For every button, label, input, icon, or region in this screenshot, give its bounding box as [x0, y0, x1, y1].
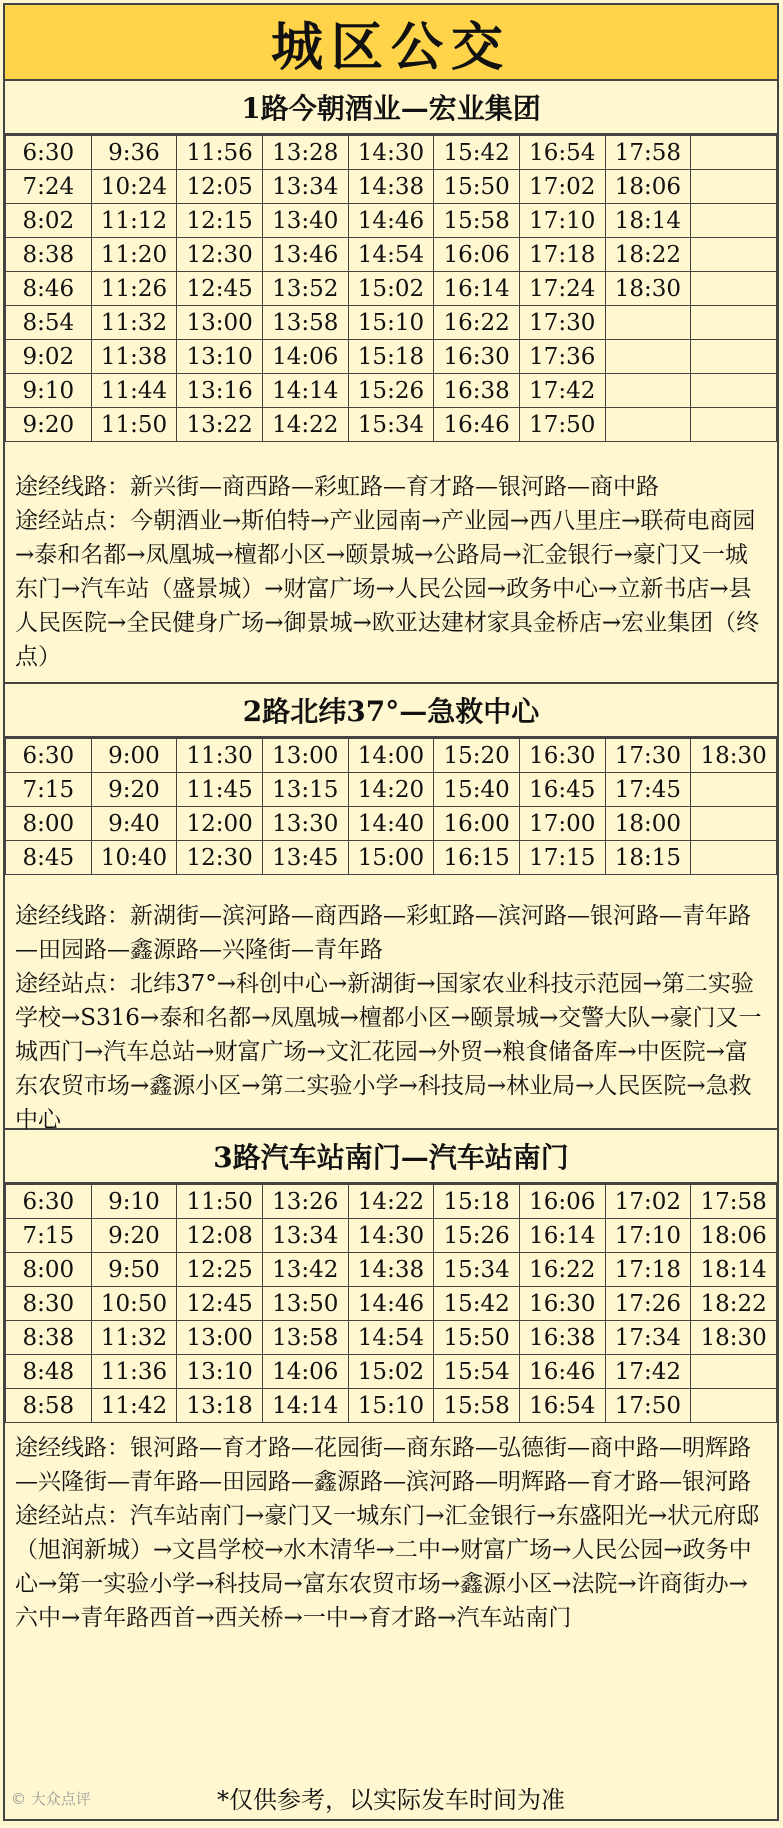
departure-time-cell: 8:58	[6, 1389, 92, 1423]
timetable-row	[6, 238, 777, 272]
departure-time-cell: 16:15	[434, 841, 520, 875]
departure-time-cell: 6:30	[6, 136, 92, 170]
departure-time-cell: 11:36	[91, 1355, 177, 1389]
route-3-stops: 途经站点：汽车站南门→豪门又一城东门→汇金银行→东盛阳光→状元府邸（旭润新城）→文昌学校→水木清华→二中→财富广场→人民公园→政务中心→第一实验小学→科技局→富东农贸市场→鑫源小区→法院→许商街办→六中→青年路西首→西关桥→一中→育才路→汽车站南门	[15, 1503, 760, 1631]
departure-time-cell: 17:10	[605, 1219, 691, 1253]
departure-time-cell: 17:50	[605, 1389, 691, 1423]
departure-time-cell: 18:30	[605, 272, 691, 306]
departure-time-cell: 13:22	[177, 408, 263, 442]
departure-time-cell: 16:06	[434, 238, 520, 272]
departure-time-cell: 11:30	[177, 739, 263, 773]
departure-time-cell: 15:40	[434, 773, 520, 807]
departure-time-cell: 11:50	[91, 408, 177, 442]
departure-time-cell	[691, 807, 777, 841]
route-3-info	[5, 1423, 777, 1643]
departure-time-cell: 13:52	[262, 272, 348, 306]
route-1-stops: 途经站点：今朝酒业→斯伯特→产业园南→产业园→西八里庄→联荷电商园→泰和名都→凤凰城→檀都小区→颐景城→公路局→汇金银行→豪门又一城东门→汽车站（盛景城）→财富广场→人民公园→政务中心→立新书店→县人民医院→全民健身广场→御景城→欧亚达建材家具金桥店→宏业集团（终点）	[15, 508, 760, 670]
route-1-title: 1路今朝酒业—宏业集团	[5, 81, 777, 135]
departure-time-cell: 14:22	[348, 1185, 434, 1219]
departure-time-cell: 11:56	[177, 136, 263, 170]
departure-time-cell: 16:22	[434, 306, 520, 340]
departure-time-cell: 16:45	[519, 773, 605, 807]
departure-time-cell: 18:06	[691, 1219, 777, 1253]
departure-time-cell: 11:42	[91, 1389, 177, 1423]
departure-time-cell: 16:30	[434, 340, 520, 374]
departure-time-cell	[691, 374, 777, 408]
departure-time-cell	[605, 340, 691, 374]
route-2-title: 2路北纬37°—急救中心	[5, 684, 777, 738]
departure-time-cell: 13:34	[262, 1219, 348, 1253]
page-header	[5, 5, 777, 81]
departure-time-cell: 8:48	[6, 1355, 92, 1389]
departure-time-cell: 14:46	[348, 204, 434, 238]
route-2-section	[5, 684, 777, 1133]
departure-time-cell: 16:06	[519, 1185, 605, 1219]
departure-time-cell: 15:10	[348, 1389, 434, 1423]
departure-time-cell: 8:00	[6, 1253, 92, 1287]
departure-time-cell: 13:45	[262, 841, 348, 875]
departure-time-cell: 18:22	[605, 238, 691, 272]
departure-time-cell: 11:12	[91, 204, 177, 238]
departure-time-cell	[691, 306, 777, 340]
departure-time-cell: 11:20	[91, 238, 177, 272]
departure-time-cell: 13:46	[262, 238, 348, 272]
departure-time-cell	[691, 841, 777, 875]
route-3-section	[5, 1130, 777, 1643]
departure-time-cell: 16:38	[519, 1321, 605, 1355]
departure-time-cell: 17:30	[519, 306, 605, 340]
departure-time-cell: 15:42	[434, 136, 520, 170]
departure-time-cell	[605, 306, 691, 340]
departure-time-cell: 14:40	[348, 807, 434, 841]
departure-time-cell: 13:15	[262, 773, 348, 807]
departure-time-cell: 14:30	[348, 136, 434, 170]
departure-time-cell	[691, 773, 777, 807]
departure-time-cell: 8:02	[6, 204, 92, 238]
departure-time-cell: 10:40	[91, 841, 177, 875]
departure-time-cell: 18:00	[605, 807, 691, 841]
departure-time-cell: 17:58	[605, 136, 691, 170]
departure-time-cell: 15:20	[434, 739, 520, 773]
route-2-stops: 途经站点：北纬37°→科创中心→新湖街→国家农业科技示范园→第二实验学校→S316→泰和名都→凤凰城→檀都小区→颐景城→交警大队→豪门又一城西门→汽车总站→财富广场→文汇花园→外贸→粮食储备库→中医院→富东农贸市场→鑫源小区→第二实验小学→科技局→林业局→人民医院→急救中心	[15, 971, 762, 1133]
departure-time-cell: 13:10	[177, 1355, 263, 1389]
departure-time-cell: 11:32	[91, 1321, 177, 1355]
departure-time-cell: 9:20	[91, 1219, 177, 1253]
departure-time-cell: 13:26	[262, 1185, 348, 1219]
timetable-row	[6, 374, 777, 408]
departure-time-cell	[691, 408, 777, 442]
timetable-row	[6, 1389, 777, 1423]
timetable-row	[6, 306, 777, 340]
timetable-row	[6, 340, 777, 374]
departure-time-cell: 9:20	[6, 408, 92, 442]
route-3-path: 途经线路：银河路—育才路—花园街—商东路—弘德街—商中路—明辉路—兴隆街—青年路—田园路—鑫源路—滨河路—明辉路—育才路—银河路	[15, 1435, 751, 1495]
departure-time-cell: 18:06	[605, 170, 691, 204]
departure-time-cell: 17:50	[519, 408, 605, 442]
departure-time-cell: 13:00	[177, 306, 263, 340]
departure-time-cell: 16:46	[434, 408, 520, 442]
timetable-row	[6, 807, 777, 841]
departure-time-cell: 17:18	[605, 1253, 691, 1287]
departure-time-cell: 16:38	[434, 374, 520, 408]
route-1-section	[5, 81, 777, 684]
departure-time-cell	[691, 204, 777, 238]
timetable-row	[6, 136, 777, 170]
departure-time-cell: 11:50	[177, 1185, 263, 1219]
departure-time-cell: 16:46	[519, 1355, 605, 1389]
departure-time-cell: 16:54	[519, 136, 605, 170]
timetable-row	[6, 841, 777, 875]
departure-time-cell	[691, 340, 777, 374]
departure-time-cell: 15:50	[434, 1321, 520, 1355]
departure-time-cell: 15:26	[348, 374, 434, 408]
departure-time-cell: 16:22	[519, 1253, 605, 1287]
departure-time-cell: 11:26	[91, 272, 177, 306]
departure-time-cell: 15:02	[348, 272, 434, 306]
departure-time-cell: 11:44	[91, 374, 177, 408]
departure-time-cell: 17:42	[519, 374, 605, 408]
departure-time-cell: 17:00	[519, 807, 605, 841]
footer-note: *仅供参考，以实际发车时间为准	[217, 1785, 565, 1814]
departure-time-cell: 9:00	[91, 739, 177, 773]
departure-time-cell: 9:10	[6, 374, 92, 408]
departure-time-cell: 7:15	[6, 1219, 92, 1253]
departure-time-cell: 14:06	[262, 1355, 348, 1389]
departure-time-cell: 17:15	[519, 841, 605, 875]
departure-time-cell: 12:45	[177, 1287, 263, 1321]
departure-time-cell	[691, 170, 777, 204]
departure-time-cell: 16:30	[519, 739, 605, 773]
departure-time-cell: 18:30	[691, 1321, 777, 1355]
departure-time-cell: 14:38	[348, 1253, 434, 1287]
departure-time-cell: 9:40	[91, 807, 177, 841]
departure-time-cell: 11:32	[91, 306, 177, 340]
departure-time-cell: 16:14	[519, 1219, 605, 1253]
departure-time-cell: 12:25	[177, 1253, 263, 1287]
departure-time-cell: 13:58	[262, 306, 348, 340]
departure-time-cell	[605, 374, 691, 408]
departure-time-cell: 9:36	[91, 136, 177, 170]
departure-time-cell: 10:24	[91, 170, 177, 204]
departure-time-cell: 17:18	[519, 238, 605, 272]
departure-time-cell: 12:30	[177, 841, 263, 875]
departure-time-cell: 15:18	[348, 340, 434, 374]
timetable-row	[6, 408, 777, 442]
departure-time-cell: 15:42	[434, 1287, 520, 1321]
route-3-title: 3路汽车站南门—汽车站南门	[5, 1130, 777, 1184]
departure-time-cell: 12:00	[177, 807, 263, 841]
departure-time-cell: 15:54	[434, 1355, 520, 1389]
departure-time-cell: 17:02	[519, 170, 605, 204]
departure-time-cell	[691, 1355, 777, 1389]
departure-time-cell: 17:58	[691, 1185, 777, 1219]
departure-time-cell: 8:45	[6, 841, 92, 875]
departure-time-cell: 14:30	[348, 1219, 434, 1253]
departure-time-cell: 18:30	[691, 739, 777, 773]
departure-time-cell: 13:00	[177, 1321, 263, 1355]
departure-time-cell: 17:24	[519, 272, 605, 306]
departure-time-cell	[691, 238, 777, 272]
timetable-row	[6, 1219, 777, 1253]
timetable-row	[6, 1287, 777, 1321]
timetable-row	[6, 739, 777, 773]
departure-time-cell: 14:54	[348, 1321, 434, 1355]
departure-time-cell: 16:14	[434, 272, 520, 306]
timetable-row	[6, 1253, 777, 1287]
timetable-row	[6, 272, 777, 306]
departure-time-cell: 15:26	[434, 1219, 520, 1253]
departure-time-cell: 8:38	[6, 238, 92, 272]
departure-time-cell: 12:15	[177, 204, 263, 238]
departure-time-cell: 16:54	[519, 1389, 605, 1423]
departure-time-cell: 18:14	[605, 204, 691, 238]
departure-time-cell: 8:54	[6, 306, 92, 340]
departure-time-cell: 14:54	[348, 238, 434, 272]
departure-time-cell: 12:08	[177, 1219, 263, 1253]
departure-time-cell: 15:10	[348, 306, 434, 340]
departure-time-cell: 14:14	[262, 374, 348, 408]
route-3-timetable	[5, 1184, 777, 1423]
timetable-row	[6, 1185, 777, 1219]
departure-time-cell: 17:26	[605, 1287, 691, 1321]
departure-time-cell: 15:18	[434, 1185, 520, 1219]
departure-time-cell: 6:30	[6, 739, 92, 773]
departure-time-cell: 12:45	[177, 272, 263, 306]
timetable-row	[6, 1355, 777, 1389]
departure-time-cell: 8:30	[6, 1287, 92, 1321]
departure-time-cell: 13:40	[262, 204, 348, 238]
departure-time-cell: 16:00	[434, 807, 520, 841]
departure-time-cell: 15:34	[348, 408, 434, 442]
timetable-row	[6, 1321, 777, 1355]
departure-time-cell	[691, 272, 777, 306]
departure-time-cell: 13:28	[262, 136, 348, 170]
departure-time-cell: 9:20	[91, 773, 177, 807]
departure-time-cell: 16:30	[519, 1287, 605, 1321]
route-2-info	[5, 875, 777, 1133]
departure-time-cell: 14:14	[262, 1389, 348, 1423]
departure-time-cell	[691, 1389, 777, 1423]
route-2-timetable	[5, 738, 777, 875]
departure-time-cell: 11:45	[177, 773, 263, 807]
departure-time-cell: 13:50	[262, 1287, 348, 1321]
departure-time-cell	[605, 408, 691, 442]
departure-time-cell: 10:50	[91, 1287, 177, 1321]
departure-time-cell: 7:24	[6, 170, 92, 204]
departure-time-cell: 18:15	[605, 841, 691, 875]
departure-time-cell: 8:46	[6, 272, 92, 306]
departure-time-cell: 15:02	[348, 1355, 434, 1389]
departure-time-cell: 12:30	[177, 238, 263, 272]
departure-time-cell: 13:30	[262, 807, 348, 841]
departure-time-cell	[691, 136, 777, 170]
departure-time-cell: 12:05	[177, 170, 263, 204]
departure-time-cell: 9:50	[91, 1253, 177, 1287]
departure-time-cell: 14:06	[262, 340, 348, 374]
departure-time-cell: 13:18	[177, 1389, 263, 1423]
watermark: © 大众点评	[11, 1790, 91, 1808]
departure-time-cell: 17:45	[605, 773, 691, 807]
departure-time-cell: 18:14	[691, 1253, 777, 1287]
departure-time-cell: 13:10	[177, 340, 263, 374]
departure-time-cell: 11:38	[91, 340, 177, 374]
departure-time-cell: 13:34	[262, 170, 348, 204]
bus-schedule-page	[3, 3, 779, 1821]
departure-time-cell: 8:00	[6, 807, 92, 841]
departure-time-cell: 17:02	[605, 1185, 691, 1219]
departure-time-cell: 6:30	[6, 1185, 92, 1219]
timetable-row	[6, 773, 777, 807]
route-1-info	[5, 442, 777, 682]
departure-time-cell: 17:10	[519, 204, 605, 238]
departure-time-cell: 15:34	[434, 1253, 520, 1287]
departure-time-cell: 13:16	[177, 374, 263, 408]
departure-time-cell: 15:58	[434, 1389, 520, 1423]
departure-time-cell: 17:34	[605, 1321, 691, 1355]
departure-time-cell: 9:10	[91, 1185, 177, 1219]
departure-time-cell: 18:22	[691, 1287, 777, 1321]
departure-time-cell: 14:46	[348, 1287, 434, 1321]
departure-time-cell: 13:00	[262, 739, 348, 773]
departure-time-cell: 13:58	[262, 1321, 348, 1355]
timetable-row	[6, 170, 777, 204]
departure-time-cell: 15:00	[348, 841, 434, 875]
departure-time-cell: 15:50	[434, 170, 520, 204]
route-1-timetable	[5, 135, 777, 442]
departure-time-cell: 17:30	[605, 739, 691, 773]
departure-time-cell: 13:42	[262, 1253, 348, 1287]
departure-time-cell: 15:58	[434, 204, 520, 238]
departure-time-cell: 14:00	[348, 739, 434, 773]
departure-time-cell: 8:38	[6, 1321, 92, 1355]
page-title: 城区公交	[270, 16, 511, 78]
route-2-path: 途经线路：新湖街—滨河路—商西路—彩虹路—滨河路—银河路—青年路—田园路—鑫源路—兴隆街—青年路	[15, 903, 751, 963]
departure-time-cell: 17:36	[519, 340, 605, 374]
timetable-row	[6, 204, 777, 238]
departure-time-cell: 14:22	[262, 408, 348, 442]
departure-time-cell: 9:02	[6, 340, 92, 374]
route-1-path: 途经线路：新兴街—商西路—彩虹路—育才路—银河路—商中路	[15, 474, 659, 500]
departure-time-cell: 17:42	[605, 1355, 691, 1389]
departure-time-cell: 14:20	[348, 773, 434, 807]
departure-time-cell: 7:15	[6, 773, 92, 807]
departure-time-cell: 14:38	[348, 170, 434, 204]
